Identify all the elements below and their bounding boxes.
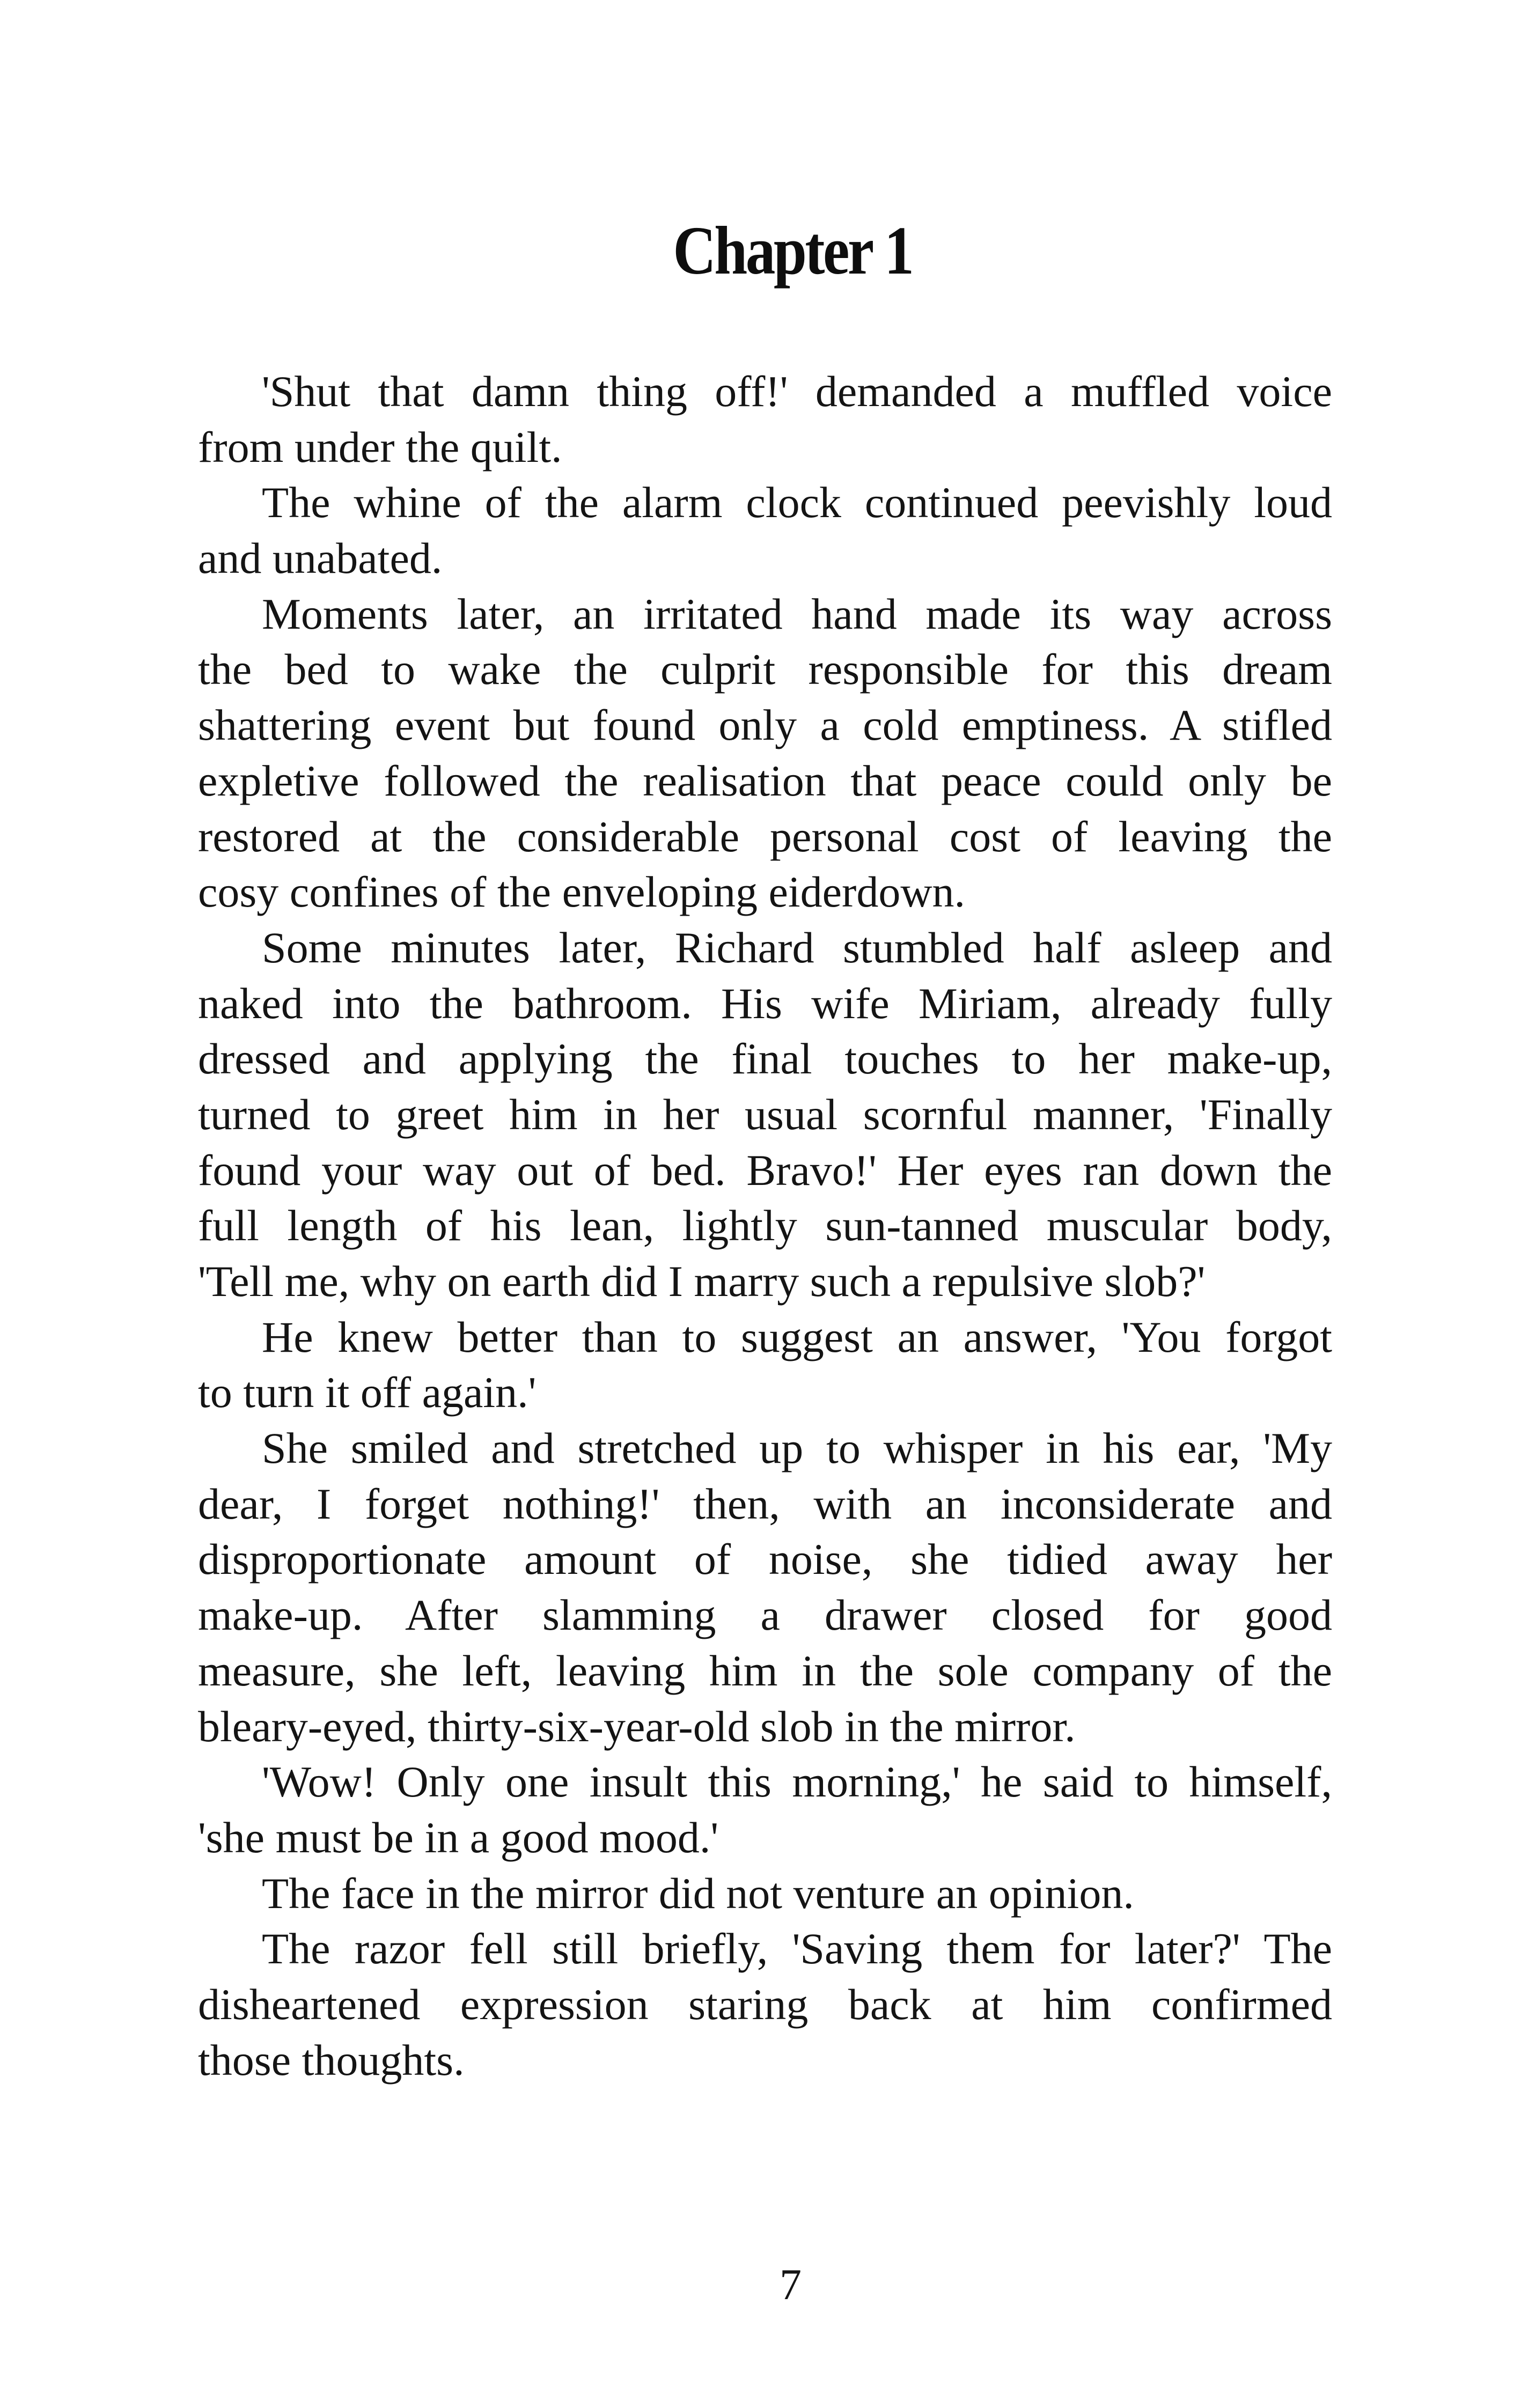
text-line: to turn it off again.' [198, 1368, 537, 1417]
text-line: bleary-eyed, thirty-six-year-old slob in the mirror. [198, 1702, 1076, 1751]
text-line: shattering event but found only a cold emptiness. A stifled [198, 701, 1332, 750]
paragraph [198, 1866, 1332, 1921]
chapter-heading [0, 210, 1521, 291]
page-number: 7 [780, 2260, 802, 2309]
paragraph [198, 1754, 1332, 1865]
text-line: cosy confines of the enveloping eiderdown. [198, 867, 966, 917]
text-line: and unabated. [198, 534, 443, 583]
text-line: The whine of the alarm clock continued peevishly loud [262, 478, 1332, 527]
text-line: The face in the mirror did not venture an opinion. [262, 1868, 1134, 1918]
paragraph [198, 475, 1332, 586]
text-line: 'Shut that damn thing off!' demanded a muffled voice [262, 367, 1332, 416]
text-line: full length of his lean, lightly sun-tanned muscular body, [198, 1201, 1332, 1250]
paragraph [198, 1309, 1332, 1420]
text-line: expletive followed the realisation that peace could only be [198, 756, 1332, 805]
text-line: 'she must be in a good mood.' [198, 1813, 719, 1862]
text-line: restored at the considerable personal cost of leaving the [198, 812, 1332, 861]
text-line: She smiled and stretched up to whisper in his ear, 'My [262, 1424, 1332, 1473]
paragraph [198, 364, 1332, 475]
paragraph [198, 1921, 1332, 2088]
text-line: dear, I forget nothing!' then, with an inconsiderate and [198, 1479, 1332, 1528]
text-line: measure, she left, leaving him in the sole company of the [198, 1646, 1332, 1695]
text-line: Moments later, an irritated hand made its way across [262, 589, 1332, 638]
text-line: the bed to wake the culprit responsible for this dream [198, 645, 1332, 694]
text-line: 'Tell me, why on earth did I marry such a repulsive slob?' [198, 1257, 1206, 1306]
paragraph [198, 1420, 1332, 1754]
paragraph [198, 586, 1332, 920]
text-line: make-up. After slamming a drawer closed for good [198, 1590, 1332, 1640]
text-line: disheartened expression staring back at him confirmed [198, 1979, 1332, 2029]
paragraph [198, 920, 1332, 1309]
text-line: from under the quilt. [198, 422, 562, 472]
text-line: 'Wow! Only one insult this morning,' he said to himself, [262, 1757, 1332, 1807]
chapter-title: Chapter 1 [673, 212, 913, 289]
text-line: He knew better than to suggest an answer, 'You forgot [262, 1312, 1332, 1361]
text-line: those thoughts. [198, 2035, 465, 2085]
text-line: Some minutes later, Richard stumbled half asleep and [262, 923, 1332, 972]
text-line: disproportionate amount of noise, she tidied away her [198, 1535, 1332, 1584]
text-line: turned to greet him in her usual scornful manner, 'Finally [198, 1089, 1332, 1139]
text-line: The razor fell still briefly, 'Saving them for later?' The [262, 1924, 1332, 1973]
text-line: dressed and applying the final touches to her make-up, [198, 1034, 1332, 1084]
text-line: naked into the bathroom. His wife Miriam, already fully [198, 978, 1332, 1028]
chapter-body [198, 364, 1332, 2088]
text-line: found your way out of bed. Bravo!' Her eyes ran down the [198, 1145, 1332, 1195]
